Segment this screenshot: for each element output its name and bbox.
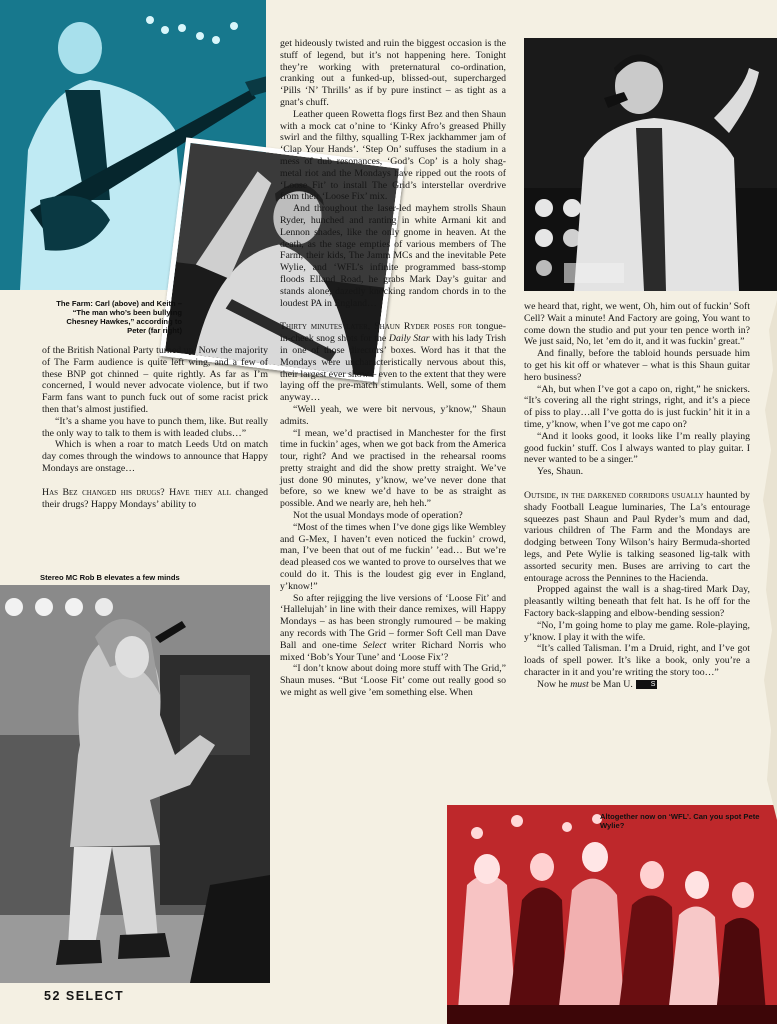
caption-stereo-mc: Stereo MC Rob B elevates a few minds [40, 573, 180, 582]
paragraph: And throughout the laser-led mayhem strolls Shaun Ryder, hunched and ranting in white Armani kit and Lennon shades, like the only gnome in heaven. At the death, as the stage empties of various members of The Farm, their kids, The Jamm MCs and the inevitable Pete Wylie, and ‘WFL’s infinite programmed bass-stomp floods Elland Road, he grabs Mark Day’s guitar and stands alone, dazedly knocking random chords in to the loudest PA in England… [280, 203, 506, 309]
paragraph: “I mean, we’d practised in Manchester for the first time in fuckin’ ages, when we got back from the America tour, right? And we practised in the rehearsal rooms pretty straight and did the show pretty straight. We’ve just done 90 minutes, y’know, we’ve never done that before, so we knew we’d have to be as straight as possible. And we nearly are, heh heh.” [280, 427, 506, 510]
paragraph: “No, I’m going home to play me game. Role-playing, y’know. I play it with the wife. [524, 619, 750, 643]
paragraph: Now he must be Man U. S [537, 678, 656, 690]
photo-pete-wylie [524, 38, 777, 291]
paragraph: of the British National Party turned up. Now the majority of The Farm audience is quite left wing, and a few of these BNP got chinned – quite rightly. As far as I’m concerned, I would never advocate violence, but if two Farm fans want to punch fuck out of some racist prick then that’s almost justified. [42, 345, 268, 415]
paragraph: Yes, Shaun. [537, 466, 584, 478]
section-lead-in: Thirty minutes later, Shaun Ryder poses for [280, 321, 473, 333]
section-lead-in: Has Bez changed his drugs? Have they all [42, 486, 231, 498]
paragraph: get hideously twisted and ruin the biggest occasion is the stuff of legend, but it’s not happening here. Tonight they’re working with preternatural co-ordination, cranking out a funked-up, blissed-out, supercharged ‘Pills ‘N’ Thrills’ as if by pure instinct – as tight as a gnat’s chuff. [280, 38, 506, 108]
paragraph: Leather queen Rowetta flogs first Bez and then Shaun with a mock cat o’nine to ‘Kinky Afro’s greased Philly swirl and the filthy, squalling T-Rex jackhammer jam of ‘Clap Your Hands’. ‘Step On’ suffuses the stadium in a mess of dub resonances, ‘God’s Cop’ is a holy shag-metal riot and the Mondays have ripped out the roots of ‘Loose Fit’ to install The Grid’s interstellar overdrive from their ‘Loose Fix’ mix. [280, 108, 506, 203]
article-column-3 [524, 301, 750, 691]
paragraph: “Well yeah, we were bit nervous, y’know,” Shaun admits. [280, 403, 506, 427]
paragraph: Which is when a roar to match Leeds Utd on match day comes through the windows to announce that Happy Mondays are onstage… [42, 439, 268, 474]
paragraph: “Ah, but when I’ve got a capo on, right,” he snickers. “It’s covering all the right strings, right, and it’s a piece of piss to play…all I’ve gotta do is just fuckin’ hit it in a time, y’know, when I’ve got me capo on? [524, 383, 750, 430]
paragraph: Has Bez changed his drugs? Have they all changed their drugs? Happy Mondays’ ability to [42, 486, 268, 510]
paragraph: we heard that, right, we went, Oh, him out of fuckin’ Soft Cell? Wait a minute! And Factory are going, You want to come down the studio and put your ten pence worth in? We just said, No, let ’em do it, and it was fuckin’ great.” [524, 301, 750, 348]
paragraph: “And it looks good, it looks like I’m really playing good fuckin’ stuff. Cos I always wanted to play guitar. I never wanted to be a singer.” [524, 430, 750, 466]
paragraph: Thirty minutes later, Shaun Ryder poses for tongue-in-cheek snog shots for the Daily Star with his lady Trish in one of those directors’ boxes. Word has it that the Mondays were uncharacteristically nervous about this, their largest ever show – even to the extent that they were laying off the pre-match stimulants. Well, some of them anyway… [280, 321, 506, 404]
section-lead-in: Outside, in the darkened corridors usually [524, 489, 704, 501]
caption-farm: The Farm: Carl (above) and Keith – “The man who’s been bullying Chesney Hawkes,” according to Peter (far right) [56, 299, 182, 335]
photo-band-onstage [447, 805, 777, 1024]
paragraph: “I don’t know about doing more stuff with The Grid,” Shaun muses. “But ‘Loose Fit’ come out really good so we might as well give ’em something else. When [280, 663, 506, 699]
paragraph: Propped against the wall is a shag-tired Mark Day, pleasantly wilting beneath that felt hat. Is he off for the Factory back-slapping and elbow-bending session? [524, 584, 750, 619]
caption-band: Altogether now on ‘WFL’. Can you spot Pete Wylie? [600, 812, 760, 830]
end-of-article-icon: S [636, 680, 658, 689]
article-column-1 [42, 345, 268, 510]
photo-stereo-mc-rob-b [0, 585, 270, 983]
paragraph: “It’s called Talisman. I’m a Druid, right, and I’ve got loads of spell power. It’s like a book, only you’re a character in it and you’re writing the story too…” [524, 643, 750, 678]
article-column-2 [280, 38, 506, 699]
paragraph: And finally, before the tabloid hounds persuade him to get his kit off or whatever – what is this Shaun guitar hero business? [524, 348, 750, 383]
torn-edge-decoration [751, 300, 777, 820]
paragraph: Outside, in the darkened corridors usually haunted by shady Football League luminaries, The La’s entourage squeezes past Shaun and Paul Ryder’s mum and dad, various children of The Farm and the Mondays are dodging between Tony Wilson’s hairy Bermuda-shorted legs, and Pete Wylie is talking seasoned lig-talk with assorted security men. Buses are arriving to cart the entourage across the Pennines to the Hacienda. [524, 489, 750, 584]
paragraph: Not the usual Mondays mode of operation? [293, 510, 463, 522]
paragraph: “It’s a shame you have to punch them, like. But really the only way to talk to them is with leaded clubs…” [42, 415, 268, 439]
page-folio: 52 SELECT [44, 989, 125, 1003]
paragraph: “Most of the times when I’ve done gigs like Wembley and G-Mex, I haven’t even noticed the fuckin’ crowd, man, I’ve been that out of me fuckin’ ’ead… But we’re dead pleased cos we wanted to prove to ourselves that we could do it. This is the loudest gig ever in England, y’know!” [280, 521, 506, 592]
paragraph: So after rejigging the live versions of ‘Loose Fit’ and ‘Hallelujah’ in line with their dance remixes, will Happy Mondays – as has been strongly rumoured – be making any records with The Grid – former Soft Cell man Dave Ball and one-time Select writer Richard Norris who mixed ‘Bob’s Your Tune’ and ‘Loose Fix’? [280, 592, 507, 663]
